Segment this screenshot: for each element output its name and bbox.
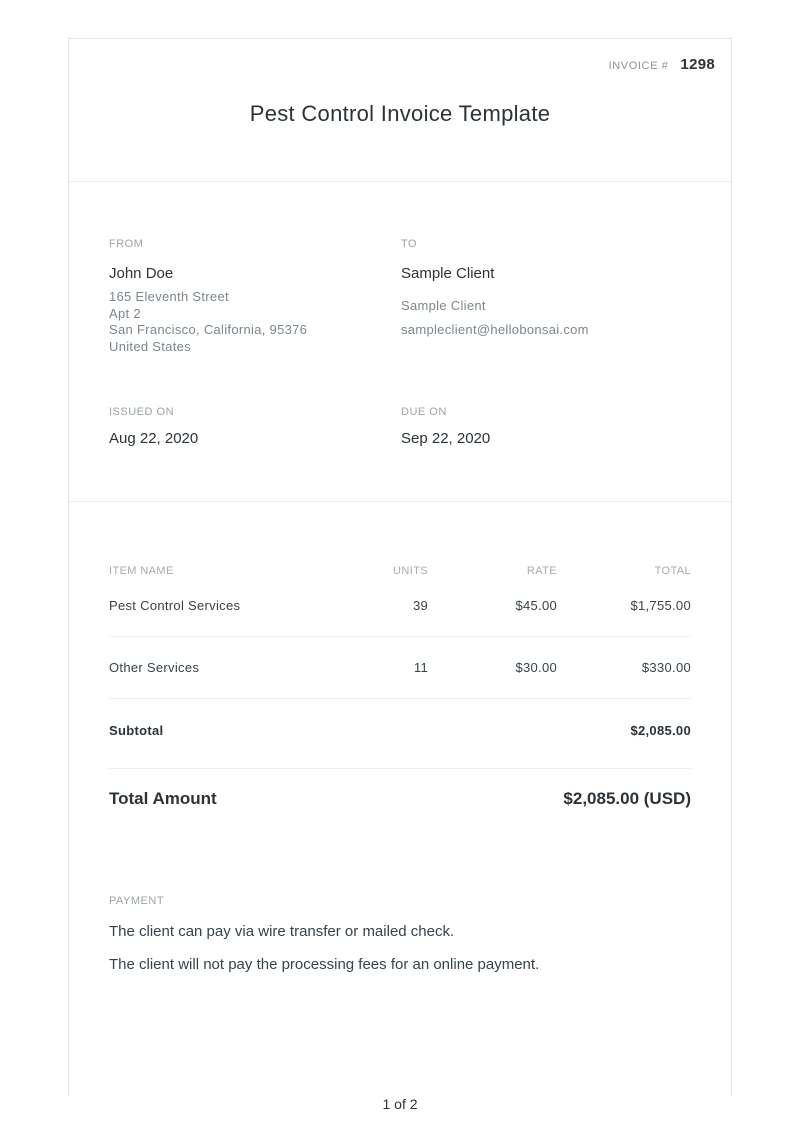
row-total: $1,755.00 <box>630 598 691 613</box>
due-date: Sep 22, 2020 <box>401 430 491 447</box>
payment-line: The client will not pay the processing fees for an online payment. <box>109 956 540 973</box>
invoice-page <box>68 38 732 1096</box>
row-item-name: Pest Control Services <box>109 598 241 613</box>
issued-label: ISSUED ON <box>109 406 175 418</box>
from-address-line: 165 Eleventh Street <box>109 289 229 304</box>
row-item-name: Other Services <box>109 660 200 675</box>
row-total: $330.00 <box>641 660 691 675</box>
details-divider <box>69 501 731 502</box>
to-name: Sample Client <box>401 265 495 282</box>
column-header-item: ITEM NAME <box>109 565 174 577</box>
subtotal-divider <box>109 768 691 769</box>
from-label: FROM <box>109 238 144 250</box>
to-email: sampleclient@hellobonsai.com <box>401 322 589 337</box>
from-address-line: United States <box>109 338 191 354</box>
payment-label: PAYMENT <box>109 895 165 907</box>
subtotal-label: Subtotal <box>109 723 164 738</box>
from-address <box>109 289 307 355</box>
row-units: 11 <box>413 660 428 675</box>
subtotal-value: $2,085.00 <box>630 723 691 738</box>
column-header-rate: RATE <box>526 565 557 577</box>
to-company: Sample Client <box>401 298 486 313</box>
page-number: 1 of 2 <box>382 1096 418 1112</box>
from-name: John Doe <box>109 265 174 282</box>
total-amount-value: $2,085.00 (USD) <box>563 789 691 808</box>
from-address-line: San Francisco, California, 95376 <box>109 322 308 337</box>
row-divider <box>109 698 691 699</box>
column-header-total: TOTAL <box>654 565 691 577</box>
from-address-line: Apt 2 <box>109 305 141 321</box>
row-rate: $45.00 <box>515 598 557 613</box>
column-header-units: UNITS <box>393 565 428 577</box>
invoice-number-block <box>609 56 715 73</box>
total-amount-label: Total Amount <box>109 789 217 808</box>
invoice-number-label: INVOICE # <box>608 60 669 72</box>
invoice-number: 1298 <box>680 56 715 73</box>
document-title: Pest Control Invoice Template <box>249 101 551 126</box>
issued-date: Aug 22, 2020 <box>109 430 199 447</box>
row-units: 39 <box>412 598 428 613</box>
row-divider <box>109 636 691 637</box>
due-label: DUE ON <box>401 406 447 418</box>
to-label: TO <box>401 238 418 250</box>
row-rate: $30.00 <box>515 660 557 675</box>
header-divider <box>69 181 731 182</box>
payment-line: The client can pay via wire transfer or mailed check. <box>109 923 455 940</box>
